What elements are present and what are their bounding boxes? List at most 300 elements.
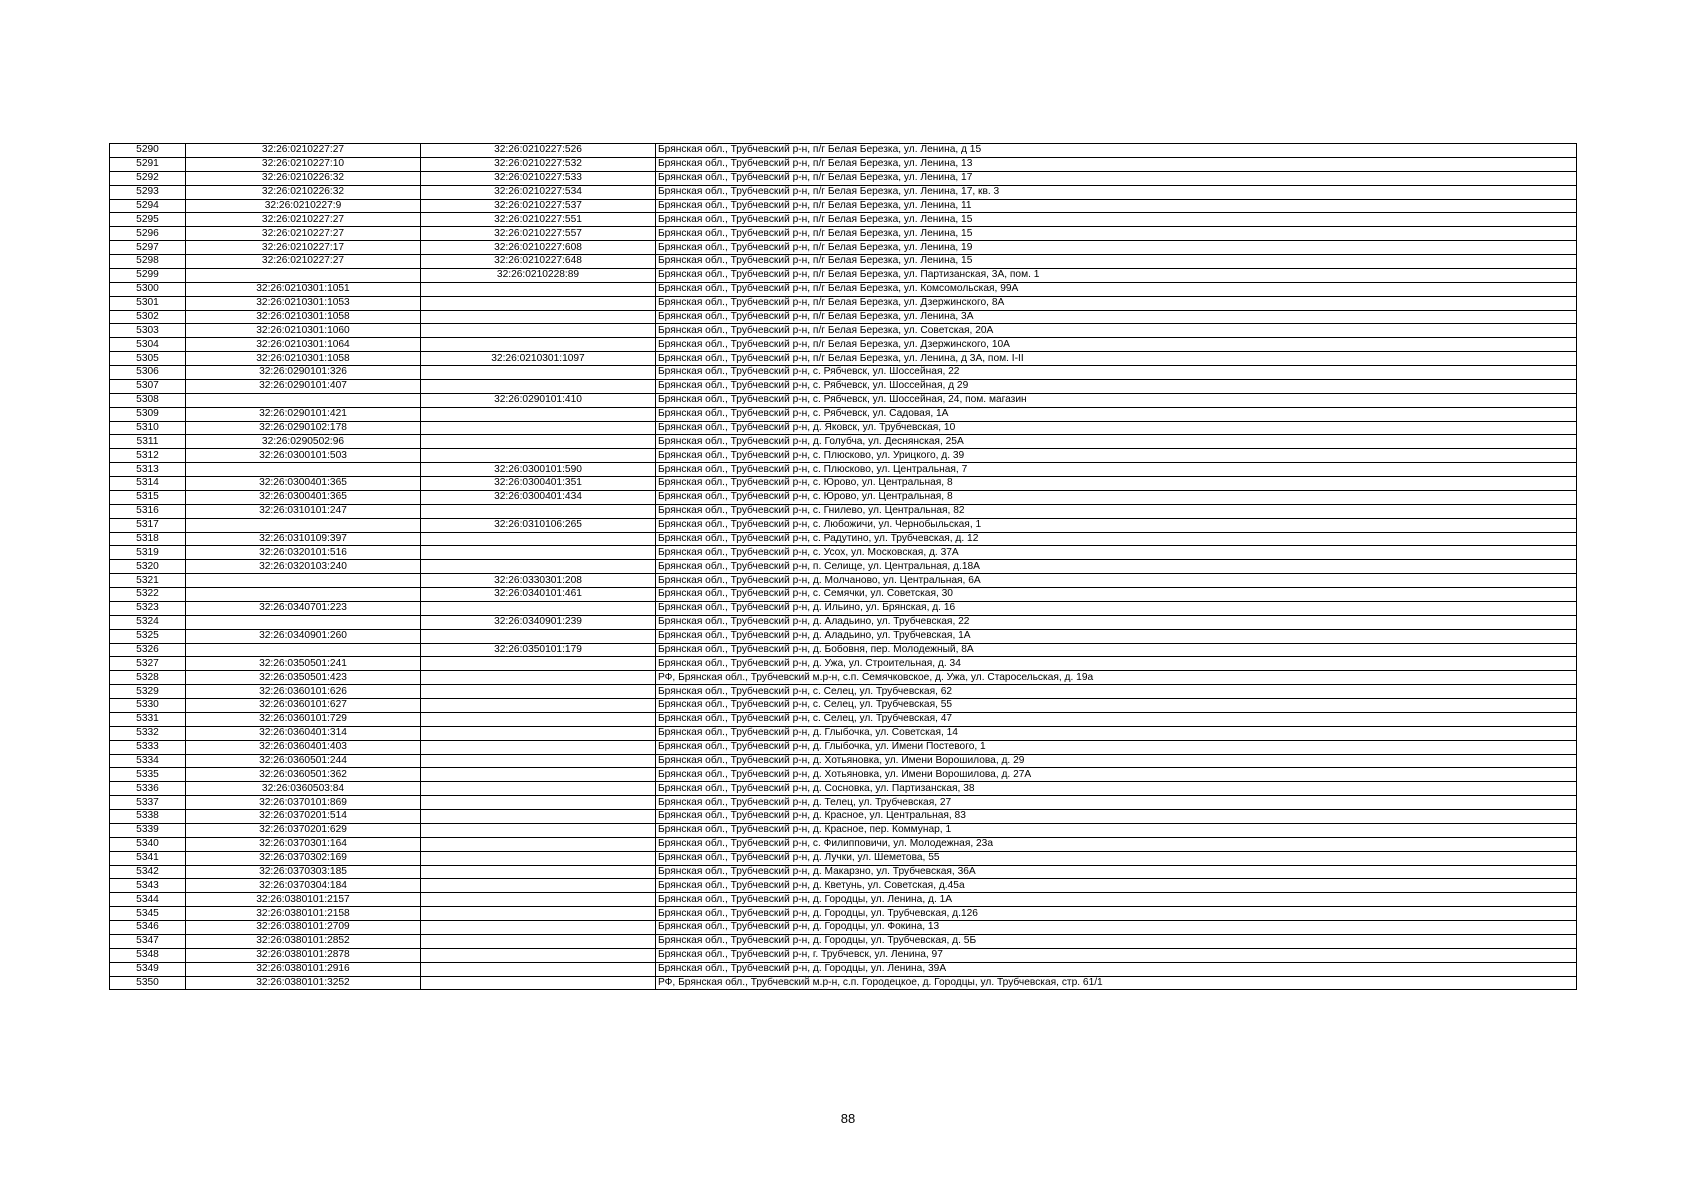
- row-number-cell: 5315: [110, 490, 186, 504]
- row-number-cell: 5328: [110, 671, 186, 685]
- land-cadastral-number-cell: 32:26:0380101:2878: [186, 948, 421, 962]
- object-cadastral-number-cell: [421, 310, 656, 324]
- land-cadastral-number-cell: [186, 463, 421, 477]
- table-row: [110, 810, 1577, 824]
- object-cadastral-number-cell: 32:26:0210301:1097: [421, 352, 656, 366]
- address-cell: Брянская обл., Трубчевский р-н, с. Гнилево, ул. Центральная, 82: [656, 504, 1577, 518]
- land-cadastral-number-cell: 32:26:0210301:1053: [186, 296, 421, 310]
- land-cadastral-number-cell: 32:26:0210301:1058: [186, 352, 421, 366]
- object-cadastral-number-cell: [421, 449, 656, 463]
- table-row: [110, 518, 1577, 532]
- table-row: [110, 601, 1577, 615]
- object-cadastral-number-cell: [421, 601, 656, 615]
- land-cadastral-number-cell: [186, 574, 421, 588]
- object-cadastral-number-cell: 32:26:0350101:179: [421, 643, 656, 657]
- land-cadastral-number-cell: 32:26:0360503:84: [186, 782, 421, 796]
- address-cell: Брянская обл., Трубчевский р-н, д. Яковск, ул. Трубчевская, 10: [656, 421, 1577, 435]
- address-cell: Брянская обл., Трубчевский р-н, г. Трубчевск, ул. Ленина, 97: [656, 948, 1577, 962]
- row-number-cell: 5312: [110, 449, 186, 463]
- land-cadastral-number-cell: 32:26:0310109:397: [186, 532, 421, 546]
- land-cadastral-number-cell: 32:26:0210301:1051: [186, 282, 421, 296]
- table-row: [110, 241, 1577, 255]
- row-number-cell: 5325: [110, 629, 186, 643]
- address-cell: Брянская обл., Трубчевский р-н, с. Усох, ул. Московская, д. 37А: [656, 546, 1577, 560]
- row-number-cell: 5335: [110, 768, 186, 782]
- row-number-cell: 5321: [110, 574, 186, 588]
- land-cadastral-number-cell: 32:26:0380101:3252: [186, 976, 421, 990]
- row-number-cell: 5313: [110, 463, 186, 477]
- land-cadastral-number-cell: 32:26:0380101:2916: [186, 962, 421, 976]
- row-number-cell: 5320: [110, 560, 186, 574]
- table-row: [110, 157, 1577, 171]
- table-row: [110, 560, 1577, 574]
- table-row: [110, 685, 1577, 699]
- table-row: [110, 463, 1577, 477]
- address-cell: Брянская обл., Трубчевский р-н, п/г Белая Березка, ул. Партизанская, 3А, пом. 1: [656, 268, 1577, 282]
- object-cadastral-number-cell: 32:26:0210227:534: [421, 185, 656, 199]
- object-cadastral-number-cell: [421, 338, 656, 352]
- object-cadastral-number-cell: [421, 407, 656, 421]
- address-cell: Брянская обл., Трубчевский р-н, п/г Белая Березка, ул. Ленина, 17, кв. 3: [656, 185, 1577, 199]
- object-cadastral-number-cell: [421, 879, 656, 893]
- row-number-cell: 5327: [110, 657, 186, 671]
- row-number-cell: 5293: [110, 185, 186, 199]
- land-cadastral-number-cell: 32:26:0360501:244: [186, 754, 421, 768]
- table-row: [110, 546, 1577, 560]
- table-row: [110, 879, 1577, 893]
- row-number-cell: 5292: [110, 171, 186, 185]
- address-cell: Брянская обл., Трубчевский р-н, п/г Белая Березка, ул. Ленина, 3А: [656, 310, 1577, 324]
- table-row: [110, 268, 1577, 282]
- address-cell: Брянская обл., Трубчевский р-н, д. Городцы, ул. Ленина, 39А: [656, 962, 1577, 976]
- row-number-cell: 5344: [110, 893, 186, 907]
- object-cadastral-number-cell: 32:26:0210227:526: [421, 144, 656, 158]
- address-cell: Брянская обл., Трубчевский р-н, д. Сосновка, ул. Партизанская, 38: [656, 782, 1577, 796]
- address-cell: Брянская обл., Трубчевский р-н, п/г Белая Березка, ул. Ленина, 11: [656, 199, 1577, 213]
- land-cadastral-number-cell: 32:26:0350501:241: [186, 657, 421, 671]
- row-number-cell: 5323: [110, 601, 186, 615]
- table-row: [110, 407, 1577, 421]
- land-cadastral-number-cell: 32:26:0210226:32: [186, 171, 421, 185]
- land-cadastral-number-cell: 32:26:0290101:421: [186, 407, 421, 421]
- land-cadastral-number-cell: 32:26:0210227:27: [186, 213, 421, 227]
- table-body: [110, 144, 1577, 990]
- table-row: [110, 379, 1577, 393]
- row-number-cell: 5297: [110, 241, 186, 255]
- land-cadastral-number-cell: [186, 615, 421, 629]
- object-cadastral-number-cell: [421, 934, 656, 948]
- object-cadastral-number-cell: [421, 671, 656, 685]
- table-row: [110, 504, 1577, 518]
- row-number-cell: 5338: [110, 810, 186, 824]
- object-cadastral-number-cell: [421, 699, 656, 713]
- object-cadastral-number-cell: [421, 712, 656, 726]
- object-cadastral-number-cell: [421, 629, 656, 643]
- row-number-cell: 5290: [110, 144, 186, 158]
- row-number-cell: 5304: [110, 338, 186, 352]
- row-number-cell: 5308: [110, 393, 186, 407]
- row-number-cell: 5302: [110, 310, 186, 324]
- object-cadastral-number-cell: [421, 851, 656, 865]
- row-number-cell: 5324: [110, 615, 186, 629]
- object-cadastral-number-cell: 32:26:0210228:89: [421, 268, 656, 282]
- land-cadastral-number-cell: 32:26:0210227:27: [186, 144, 421, 158]
- row-number-cell: 5349: [110, 962, 186, 976]
- land-cadastral-number-cell: 32:26:0210227:27: [186, 227, 421, 241]
- object-cadastral-number-cell: 32:26:0310106:265: [421, 518, 656, 532]
- object-cadastral-number-cell: 32:26:0340101:461: [421, 588, 656, 602]
- land-cadastral-number-cell: 32:26:0360401:314: [186, 726, 421, 740]
- land-cadastral-number-cell: [186, 588, 421, 602]
- row-number-cell: 5299: [110, 268, 186, 282]
- table-row: [110, 144, 1577, 158]
- row-number-cell: 5300: [110, 282, 186, 296]
- table-row: [110, 865, 1577, 879]
- land-cadastral-number-cell: 32:26:0360101:627: [186, 699, 421, 713]
- address-cell: Брянская обл., Трубчевский р-н, д. Ильино, ул. Брянская, д. 16: [656, 601, 1577, 615]
- object-cadastral-number-cell: [421, 948, 656, 962]
- object-cadastral-number-cell: [421, 435, 656, 449]
- object-cadastral-number-cell: [421, 962, 656, 976]
- object-cadastral-number-cell: 32:26:0210227:533: [421, 171, 656, 185]
- address-cell: Брянская обл., Трубчевский р-н, с. Рябчевск, ул. Шоссейная, 22: [656, 366, 1577, 380]
- address-cell: Брянская обл., Трубчевский р-н, д. Хотьяновка, ул. Имени Ворошилова, д. 27А: [656, 768, 1577, 782]
- land-cadastral-number-cell: 32:26:0300101:503: [186, 449, 421, 463]
- land-cadastral-number-cell: 32:26:0300401:365: [186, 490, 421, 504]
- address-cell: Брянская обл., Трубчевский р-н, д. Лучки, ул. Шеметова, 55: [656, 851, 1577, 865]
- address-cell: Брянская обл., Трубчевский р-н, с. Филипповичи, ул. Молодежная, 23а: [656, 837, 1577, 851]
- table-row: [110, 629, 1577, 643]
- object-cadastral-number-cell: 32:26:0210227:537: [421, 199, 656, 213]
- table-row: [110, 948, 1577, 962]
- address-cell: Брянская обл., Трубчевский р-н, п/г Белая Березка, ул. Ленина, д 15: [656, 144, 1577, 158]
- land-cadastral-number-cell: 32:26:0300401:365: [186, 477, 421, 491]
- row-number-cell: 5319: [110, 546, 186, 560]
- address-cell: Брянская обл., Трубчевский р-н, д. Аладьино, ул. Трубчевская, 1А: [656, 629, 1577, 643]
- row-number-cell: 5326: [110, 643, 186, 657]
- table-row: [110, 768, 1577, 782]
- object-cadastral-number-cell: [421, 560, 656, 574]
- address-cell: Брянская обл., Трубчевский р-н, п/г Белая Березка, ул. Ленина, 15: [656, 255, 1577, 269]
- row-number-cell: 5298: [110, 255, 186, 269]
- land-cadastral-number-cell: 32:26:0380101:2709: [186, 921, 421, 935]
- table-row: [110, 477, 1577, 491]
- land-cadastral-number-cell: [186, 643, 421, 657]
- row-number-cell: 5341: [110, 851, 186, 865]
- object-cadastral-number-cell: [421, 379, 656, 393]
- address-cell: Брянская обл., Трубчевский р-н, д. Аладьино, ул. Трубчевская, 22: [656, 615, 1577, 629]
- object-cadastral-number-cell: 32:26:0210227:648: [421, 255, 656, 269]
- row-number-cell: 5314: [110, 477, 186, 491]
- address-cell: Брянская обл., Трубчевский р-н, с. Селец, ул. Трубчевская, 47: [656, 712, 1577, 726]
- address-cell: Брянская обл., Трубчевский р-н, д. Красное, ул. Центральная, 83: [656, 810, 1577, 824]
- address-cell: Брянская обл., Трубчевский р-н, д. Городцы, ул. Трубчевская, д. 5Б: [656, 934, 1577, 948]
- row-number-cell: 5309: [110, 407, 186, 421]
- row-number-cell: 5303: [110, 324, 186, 338]
- address-cell: Брянская обл., Трубчевский р-н, д. Молчаново, ул. Центральная, 6А: [656, 574, 1577, 588]
- row-number-cell: 5346: [110, 921, 186, 935]
- table-row: [110, 574, 1577, 588]
- row-number-cell: 5348: [110, 948, 186, 962]
- address-cell: Брянская обл., Трубчевский р-н, д. Голубча, ул. Деснянская, 25А: [656, 435, 1577, 449]
- address-cell: Брянская обл., Трубчевский р-н, с. Рябчевск, ул. Садовая, 1А: [656, 407, 1577, 421]
- address-cell: Брянская обл., Трубчевский р-н, д. Ужа, ул. Строительная, д. 34: [656, 657, 1577, 671]
- object-cadastral-number-cell: [421, 532, 656, 546]
- object-cadastral-number-cell: [421, 740, 656, 754]
- land-cadastral-number-cell: 32:26:0360501:362: [186, 768, 421, 782]
- object-cadastral-number-cell: 32:26:0330301:208: [421, 574, 656, 588]
- address-cell: Брянская обл., Трубчевский р-н, д. Красное, пер. Коммунар, 1: [656, 823, 1577, 837]
- address-cell: Брянская обл., Трубчевский р-н, д. Макарзно, ул. Трубчевская, 36А: [656, 865, 1577, 879]
- address-cell: Брянская обл., Трубчевский р-н, п/г Белая Березка, ул. Дзержинского, 10А: [656, 338, 1577, 352]
- row-number-cell: 5333: [110, 740, 186, 754]
- table-row: [110, 893, 1577, 907]
- object-cadastral-number-cell: [421, 907, 656, 921]
- table-row: [110, 934, 1577, 948]
- address-cell: Брянская обл., Трубчевский р-н, д. Городцы, ул. Фокина, 13: [656, 921, 1577, 935]
- row-number-cell: 5318: [110, 532, 186, 546]
- table-row: [110, 490, 1577, 504]
- address-cell: Брянская обл., Трубчевский р-н, с. Селец, ул. Трубчевская, 62: [656, 685, 1577, 699]
- object-cadastral-number-cell: [421, 754, 656, 768]
- address-cell: Брянская обл., Трубчевский р-н, п/г Белая Березка, ул. Ленина, 15: [656, 227, 1577, 241]
- row-number-cell: 5307: [110, 379, 186, 393]
- land-cadastral-number-cell: 32:26:0380101:2852: [186, 934, 421, 948]
- land-cadastral-number-cell: 32:26:0320103:240: [186, 560, 421, 574]
- object-cadastral-number-cell: [421, 782, 656, 796]
- address-cell: Брянская обл., Трубчевский р-н, с. Рябчевск, ул. Шоссейная, 24, пом. магазин: [656, 393, 1577, 407]
- row-number-cell: 5291: [110, 157, 186, 171]
- land-cadastral-number-cell: 32:26:0210301:1060: [186, 324, 421, 338]
- address-cell: Брянская обл., Трубчевский р-н, д. Телец, ул. Трубчевская, 27: [656, 796, 1577, 810]
- address-cell: Брянская обл., Трубчевский р-н, д. Глыбочка, ул. Советская, 14: [656, 726, 1577, 740]
- table-row: [110, 310, 1577, 324]
- table-row: [110, 366, 1577, 380]
- address-cell: Брянская обл., Трубчевский р-н, д. Кветунь, ул. Советская, д.45а: [656, 879, 1577, 893]
- table-row: [110, 352, 1577, 366]
- row-number-cell: 5301: [110, 296, 186, 310]
- address-cell: Брянская обл., Трубчевский р-н, с. Селец, ул. Трубчевская, 55: [656, 699, 1577, 713]
- table-row: [110, 907, 1577, 921]
- land-cadastral-number-cell: 32:26:0210227:9: [186, 199, 421, 213]
- table-row: [110, 282, 1577, 296]
- row-number-cell: 5337: [110, 796, 186, 810]
- table-row: [110, 324, 1577, 338]
- address-cell: Брянская обл., Трубчевский р-н, с. Юрово, ул. Центральная, 8: [656, 490, 1577, 504]
- object-cadastral-number-cell: [421, 810, 656, 824]
- address-cell: Брянская обл., Трубчевский р-н, д. Городцы, ул. Ленина, д. 1А: [656, 893, 1577, 907]
- row-number-cell: 5296: [110, 227, 186, 241]
- table-row: [110, 199, 1577, 213]
- address-cell: Брянская обл., Трубчевский р-н, п. Селище, ул. Центральная, д.18А: [656, 560, 1577, 574]
- address-cell: Брянская обл., Трубчевский р-н, п/г Белая Березка, ул. Ленина, 17: [656, 171, 1577, 185]
- table-row: [110, 754, 1577, 768]
- object-cadastral-number-cell: [421, 921, 656, 935]
- land-cadastral-number-cell: 32:26:0210227:17: [186, 241, 421, 255]
- address-cell: Брянская обл., Трубчевский р-н, с. Любожичи, ул. Чернобыльская, 1: [656, 518, 1577, 532]
- table-row: [110, 823, 1577, 837]
- address-cell: Брянская обл., Трубчевский р-н, с. Рябчевск, ул. Шоссейная, д 29: [656, 379, 1577, 393]
- object-cadastral-number-cell: [421, 657, 656, 671]
- table-row: [110, 740, 1577, 754]
- address-cell: Брянская обл., Трубчевский р-н, п/г Белая Березка, ул. Ленина, 15: [656, 213, 1577, 227]
- table-row: [110, 782, 1577, 796]
- land-cadastral-number-cell: 32:26:0290101:326: [186, 366, 421, 380]
- table-row: [110, 851, 1577, 865]
- table-row: [110, 255, 1577, 269]
- land-cadastral-number-cell: 32:26:0360101:729: [186, 712, 421, 726]
- land-cadastral-number-cell: 32:26:0370303:185: [186, 865, 421, 879]
- land-cadastral-number-cell: 32:26:0370302:169: [186, 851, 421, 865]
- address-cell: Брянская обл., Трубчевский р-н, д. Городцы, ул. Трубчевская, д.126: [656, 907, 1577, 921]
- address-cell: Брянская обл., Трубчевский р-н, п/г Белая Березка, ул. Ленина, 19: [656, 241, 1577, 255]
- address-cell: Брянская обл., Трубчевский р-н, с. Радутино, ул. Трубчевская, д. 12: [656, 532, 1577, 546]
- object-cadastral-number-cell: 32:26:0290101:410: [421, 393, 656, 407]
- address-cell: Брянская обл., Трубчевский р-н, с. Плюсково, ул. Урицкого, д. 39: [656, 449, 1577, 463]
- row-number-cell: 5322: [110, 588, 186, 602]
- object-cadastral-number-cell: [421, 768, 656, 782]
- land-cadastral-number-cell: 32:26:0370304:184: [186, 879, 421, 893]
- table-row: [110, 921, 1577, 935]
- row-number-cell: 5316: [110, 504, 186, 518]
- row-number-cell: 5310: [110, 421, 186, 435]
- land-cadastral-number-cell: 32:26:0290101:407: [186, 379, 421, 393]
- land-cadastral-number-cell: 32:26:0380101:2158: [186, 907, 421, 921]
- land-cadastral-number-cell: 32:26:0380101:2157: [186, 893, 421, 907]
- row-number-cell: 5334: [110, 754, 186, 768]
- object-cadastral-number-cell: [421, 504, 656, 518]
- page-number: 88: [840, 1111, 856, 1126]
- object-cadastral-number-cell: [421, 282, 656, 296]
- object-cadastral-number-cell: [421, 421, 656, 435]
- table-row: [110, 699, 1577, 713]
- object-cadastral-number-cell: 32:26:0210227:551: [421, 213, 656, 227]
- address-cell: Брянская обл., Трубчевский р-н, с. Юрово, ул. Центральная, 8: [656, 477, 1577, 491]
- address-cell: Брянская обл., Трубчевский р-н, п/г Белая Березка, ул. Комсомольская, 99А: [656, 282, 1577, 296]
- table-row: [110, 393, 1577, 407]
- table-row: [110, 726, 1577, 740]
- table-row: [110, 449, 1577, 463]
- land-cadastral-number-cell: 32:26:0370201:629: [186, 823, 421, 837]
- row-number-cell: 5329: [110, 685, 186, 699]
- table-row: [110, 615, 1577, 629]
- land-cadastral-number-cell: [186, 268, 421, 282]
- table-row: [110, 657, 1577, 671]
- row-number-cell: 5305: [110, 352, 186, 366]
- object-cadastral-number-cell: [421, 893, 656, 907]
- row-number-cell: 5339: [110, 823, 186, 837]
- object-cadastral-number-cell: [421, 324, 656, 338]
- address-cell: Брянская обл., Трубчевский р-н, п/г Белая Березка, ул. Советская, 20А: [656, 324, 1577, 338]
- address-cell: Брянская обл., Трубчевский р-н, д. Глыбочка, ул. Имени Постевого, 1: [656, 740, 1577, 754]
- table-row: [110, 588, 1577, 602]
- land-cadastral-number-cell: 32:26:0360401:403: [186, 740, 421, 754]
- object-cadastral-number-cell: [421, 796, 656, 810]
- table-row: [110, 643, 1577, 657]
- object-cadastral-number-cell: 32:26:0300401:434: [421, 490, 656, 504]
- object-cadastral-number-cell: 32:26:0300101:590: [421, 463, 656, 477]
- table-row: [110, 976, 1577, 990]
- object-cadastral-number-cell: 32:26:0210227:532: [421, 157, 656, 171]
- object-cadastral-number-cell: 32:26:0340901:239: [421, 615, 656, 629]
- table-row: [110, 171, 1577, 185]
- land-cadastral-number-cell: 32:26:0290502:96: [186, 435, 421, 449]
- address-cell: Брянская обл., Трубчевский р-н, с. Плюсково, ул. Центральная, 7: [656, 463, 1577, 477]
- table-row: [110, 421, 1577, 435]
- row-number-cell: 5330: [110, 699, 186, 713]
- address-cell: Брянская обл., Трубчевский р-н, п/г Белая Березка, ул. Ленина, д 3А, пом. I-II: [656, 352, 1577, 366]
- object-cadastral-number-cell: [421, 726, 656, 740]
- table-row: [110, 213, 1577, 227]
- table-row: [110, 227, 1577, 241]
- row-number-cell: 5340: [110, 837, 186, 851]
- row-number-cell: 5332: [110, 726, 186, 740]
- object-cadastral-number-cell: [421, 366, 656, 380]
- land-cadastral-number-cell: [186, 518, 421, 532]
- row-number-cell: 5331: [110, 712, 186, 726]
- land-cadastral-number-cell: 32:26:0360101:626: [186, 685, 421, 699]
- row-number-cell: 5311: [110, 435, 186, 449]
- table-row: [110, 185, 1577, 199]
- object-cadastral-number-cell: [421, 296, 656, 310]
- row-number-cell: 5306: [110, 366, 186, 380]
- object-cadastral-number-cell: [421, 823, 656, 837]
- land-cadastral-number-cell: 32:26:0210227:10: [186, 157, 421, 171]
- address-cell: Брянская обл., Трубчевский р-н, п/г Белая Березка, ул. Ленина, 13: [656, 157, 1577, 171]
- row-number-cell: 5347: [110, 934, 186, 948]
- row-number-cell: 5336: [110, 782, 186, 796]
- row-number-cell: 5295: [110, 213, 186, 227]
- registry-table: [109, 143, 1577, 990]
- row-number-cell: 5294: [110, 199, 186, 213]
- table-row: [110, 532, 1577, 546]
- object-cadastral-number-cell: 32:26:0210227:608: [421, 241, 656, 255]
- table-row: [110, 712, 1577, 726]
- land-cadastral-number-cell: 32:26:0370101:869: [186, 796, 421, 810]
- land-cadastral-number-cell: 32:26:0210301:1058: [186, 310, 421, 324]
- land-cadastral-number-cell: 32:26:0210227:27: [186, 255, 421, 269]
- land-cadastral-number-cell: 32:26:0210226:32: [186, 185, 421, 199]
- table-row: [110, 796, 1577, 810]
- table-row: [110, 962, 1577, 976]
- row-number-cell: 5343: [110, 879, 186, 893]
- table-row: [110, 338, 1577, 352]
- land-cadastral-number-cell: 32:26:0350501:423: [186, 671, 421, 685]
- object-cadastral-number-cell: [421, 976, 656, 990]
- object-cadastral-number-cell: [421, 685, 656, 699]
- object-cadastral-number-cell: [421, 837, 656, 851]
- land-cadastral-number-cell: 32:26:0370201:514: [186, 810, 421, 824]
- land-cadastral-number-cell: 32:26:0320101:516: [186, 546, 421, 560]
- row-number-cell: 5350: [110, 976, 186, 990]
- land-cadastral-number-cell: [186, 393, 421, 407]
- land-cadastral-number-cell: 32:26:0340901:260: [186, 629, 421, 643]
- object-cadastral-number-cell: 32:26:0300401:351: [421, 477, 656, 491]
- object-cadastral-number-cell: [421, 865, 656, 879]
- object-cadastral-number-cell: 32:26:0210227:557: [421, 227, 656, 241]
- land-cadastral-number-cell: 32:26:0290102:178: [186, 421, 421, 435]
- land-cadastral-number-cell: 32:26:0310101:247: [186, 504, 421, 518]
- land-cadastral-number-cell: 32:26:0370301:164: [186, 837, 421, 851]
- land-cadastral-number-cell: 32:26:0210301:1064: [186, 338, 421, 352]
- table-row: [110, 296, 1577, 310]
- land-cadastral-number-cell: 32:26:0340701:223: [186, 601, 421, 615]
- address-cell: Брянская обл., Трубчевский р-н, с. Семячки, ул. Советская, 30: [656, 588, 1577, 602]
- address-cell: Брянская обл., Трубчевский р-н, д. Бобовня, пер. Молодежный, 8А: [656, 643, 1577, 657]
- address-cell: Брянская обл., Трубчевский р-н, д. Хотьяновка, ул. Имени Ворошилова, д. 29: [656, 754, 1577, 768]
- object-cadastral-number-cell: [421, 546, 656, 560]
- table-row: [110, 435, 1577, 449]
